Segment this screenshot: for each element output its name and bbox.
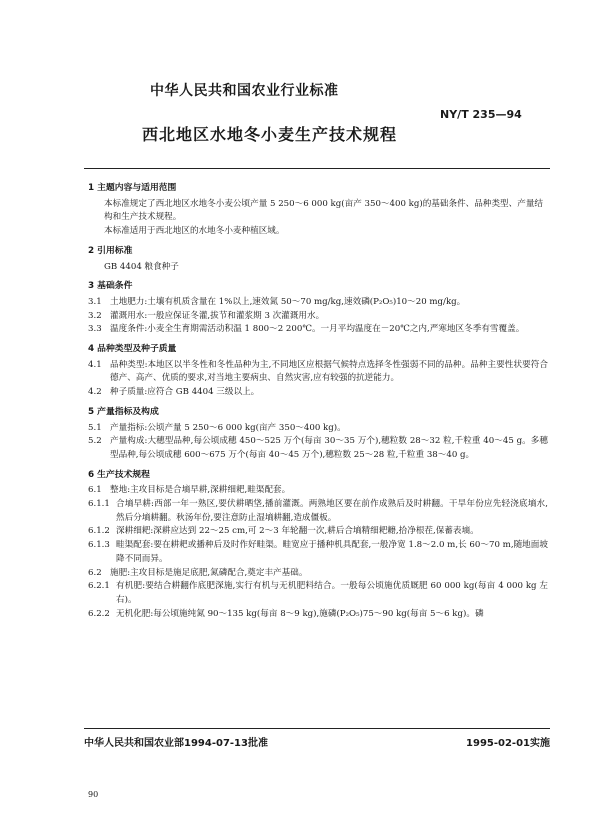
- clause-number: 6.2: [88, 567, 102, 578]
- clause: [88, 323, 548, 337]
- clause-text: 种子质量:应符合 GB 4404 三级以上。: [110, 387, 260, 398]
- clause: [88, 386, 548, 400]
- clause: [88, 567, 548, 581]
- document-body: [88, 182, 548, 621]
- section-heading: 4 品种类型及种子质量: [88, 344, 177, 355]
- clause-text: 无机化肥:每公顷施纯氮 90～135 kg(每亩 8～9 kg),施磷(P₂O₅)75～90 kg(每亩 5～6 kg)。磷: [116, 608, 484, 619]
- clause: [88, 539, 548, 566]
- clause: [88, 435, 548, 462]
- clause-text: 产量构成:大穗型品种,每公顷成穗 450～525 万个(每亩 30～35 万个),穗粒数 28～32 粒,千粒重 40～45 g。多穗型品种,每公顷成穗 600～675 万个(每亩 40～45 万个),穗粒数 25～28 粒,千粒重 38～40 g。: [110, 436, 548, 460]
- clause: [88, 422, 548, 436]
- clause: [88, 484, 548, 498]
- clause: [88, 310, 548, 324]
- effective-date: 1995-02-01实施: [466, 738, 550, 749]
- document-title: 西北地区水地冬小麦生产技术规程: [142, 125, 398, 144]
- section-heading: 2 引用标准: [88, 245, 133, 256]
- clause-text: 施肥:主攻目标是施足底肥,氮磷配合,奠定丰产基础。: [110, 567, 308, 578]
- clause: [88, 359, 548, 386]
- footer-divider: [84, 728, 550, 729]
- clause-text: 品种类型:本地区以半冬性和冬性品种为主,不同地区应根据气候特点选择冬性强弱不同的品种。品种主要性状要符合德产、高产、优质的要求,对当地主要病虫、自然灾害,应有较强的抗逆能力。: [110, 359, 548, 384]
- paragraph: 本标准规定了西北地区水地冬小麦公顷产量 5 250～6 000 kg(亩产 350～400 kg)的基础条件、品种类型、产量结构和生产技术规程。: [104, 198, 544, 223]
- section-heading: 3 基础条件: [88, 281, 133, 292]
- clause-number: 6.2.2: [88, 608, 110, 619]
- clause-number: 3.3: [88, 324, 102, 335]
- clause-number: 3.1: [88, 296, 102, 307]
- header-divider: [84, 168, 550, 169]
- clause: [88, 608, 548, 622]
- paragraph: 本标准适用于西北地区的水地冬小麦种植区域。: [104, 226, 285, 237]
- clause-text: 深耕细耙:深耕应达到 22～25 cm,可 2～3 年轮翻一次,耕后合墒精细耙耱,拾净根茬,保蓄表墒。: [116, 526, 479, 537]
- clause-text: 土地肥力:土壤有机质含量在 1%以上,速效氮 50～70 mg/kg,速效磷(P₂O₅)10～20 mg/kg。: [110, 296, 466, 307]
- clause-text: 产量指标:公顷产量 5 250～6 000 kg(亩产 350～400 kg)。: [110, 422, 346, 433]
- clause-number: 6.2.1: [88, 581, 110, 592]
- paragraph: GB 4404 粮食种子: [104, 261, 179, 272]
- clause-text: 畦渠配套:要在耕耙或播种后及时作好畦渠。畦宽应于播种机具配套,一般净宽 1.8～2.0 m,长 60～70 m,随地面坡降不同而异。: [116, 540, 548, 564]
- clause: [88, 580, 548, 607]
- standard-number: NY/T 235—94: [440, 108, 522, 121]
- clause-number: 6.1.2: [88, 526, 110, 537]
- clause-text: 灌溉用水:一般应保证冬灌,拔节和灌浆期 3 次灌溉用水。: [110, 310, 325, 321]
- section-heading: 5 产量指标及构成: [88, 406, 159, 417]
- clause-number: 6.1.3: [88, 540, 110, 551]
- issuing-organization: 中华人民共和国农业行业标准: [150, 83, 339, 99]
- clause-number: 5.1: [88, 422, 102, 433]
- approval-date: 中华人民共和国农业部1994-07-13批准: [84, 738, 268, 749]
- page-number: 90: [88, 790, 99, 799]
- clause: [88, 525, 548, 539]
- section-heading: 6 生产技术规程: [88, 469, 150, 480]
- clause-number: 5.2: [88, 436, 102, 447]
- clause-number: 3.2: [88, 310, 102, 321]
- clause: [88, 296, 548, 310]
- clause-text: 有机肥:要结合耕翻作底肥深施,实行有机与无机肥料结合。一般每公顷施优质厩肥 60 000 kg(每亩 4 000 kg 左右)。: [116, 581, 548, 605]
- clause-number: 6.1: [88, 485, 102, 496]
- clause-text: 温度条件:小麦全生育期需活动积温 1 800～2 200℃。一月平均温度在－20℃之内,严寒地区冬季有雪覆盖。: [110, 324, 525, 335]
- clause-number: 6.1.1: [88, 499, 110, 510]
- clause-text: 合墒早耕:西部一年一熟区,要伏耕晒垡,播前灌溉。两熟地区要在前作成熟后及时耕翻。干旱年份应先轻浇底墒水,然后分墒耕翻。秋汤年份,要注意防止湿墒耕翻,造成僵板。: [116, 499, 548, 523]
- clause-number: 4.1: [88, 359, 102, 370]
- clause-number: 4.2: [88, 387, 102, 398]
- clause-text: 整地:主攻目标是合墒早耕,深耕细耙,畦渠配套。: [110, 485, 291, 496]
- section-heading: 1 主题内容与适用范围: [88, 183, 177, 193]
- clause: [88, 498, 548, 525]
